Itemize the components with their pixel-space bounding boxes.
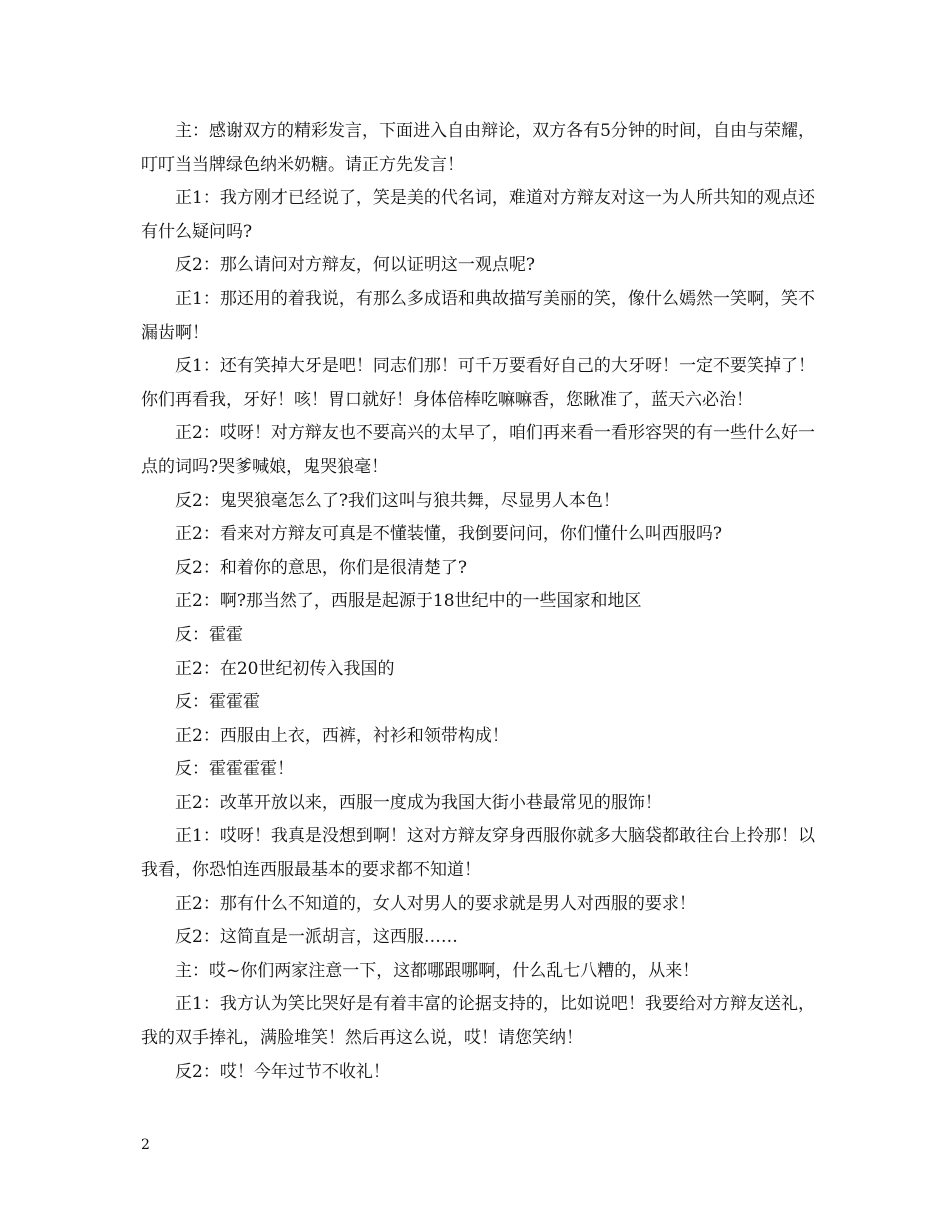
paragraph: 反2：和着你的意思，你们是很清楚了? xyxy=(175,557,467,578)
paragraph: 反2：鬼哭狼毫怎么了?我们这叫与狼共舞，尽显男人本色！ xyxy=(175,490,620,511)
paragraph: 反：霍霍霍霍！ xyxy=(175,759,294,780)
paragraph: 反：霍霍霍 xyxy=(175,692,260,713)
paragraph: 正2：那有什么不知道的，女人对男人的要求就是男人对西服的要求！ xyxy=(175,893,696,914)
paragraph-moderator-intro: 主：感谢双方的精彩发言，下面进入自由辩论，双方各有5分钟的时间，自由与荣耀，叮叮当当牌绿色纳米奶糖。请正方先发言！ xyxy=(141,121,815,175)
paragraph: 正2：在20世纪初传入我国的 xyxy=(175,658,395,679)
paragraph: 正2：改革开放以来，西服一度成为我国大街小巷最常见的服饰！ xyxy=(175,792,662,813)
paragraph: 反2：哎！今年过节不收礼！ xyxy=(175,1061,390,1082)
paragraph: 反：霍霍 xyxy=(175,624,243,645)
paragraph: 正1：我方刚才已经说了，笑是美的代名词，难道对方辩友对这一为人所共知的观点还有什么疑问吗? xyxy=(141,188,815,242)
paragraph: 正2：看来对方辩友可真是不懂装懂，我倒要问问，你们懂什么叫西服吗? xyxy=(175,524,722,545)
paragraph: 正1：我方认为笑比哭好是有着丰富的论据支持的，比如说吧！我要给对方辩友送礼，我的双手捧礼，满脸堆笑！然后再这么说，哎！请您笑纳！ xyxy=(141,994,815,1049)
paragraph: 正2：哎呀！对方辩友也不要高兴的太早了，咱们再来看一看形容哭的有一些什么好一点的词吗?哭爹喊娘，鬼哭狼毫！ xyxy=(141,423,815,477)
debate-transcript xyxy=(141,115,815,1089)
paragraph: 正2：西服由上衣，西裤，衬衫和领带构成！ xyxy=(175,725,509,746)
paragraph: 正2：啊?那当然了，西服是起源于18世纪中的一些国家和地区 xyxy=(175,591,642,612)
paragraph: 正1：哎呀！我真是没想到啊！这对方辩友穿身西服你就多大脑袋都敢往台上拎那！以我看，你恐怕连西服最基本的要求都不知道！ xyxy=(141,826,815,881)
paragraph-moderator: 主：哎~你们两家注意一下，这都哪跟哪啊，什么乱七八糟的，从来！ xyxy=(175,960,700,981)
paragraph: 反1：还有笑掉大牙是吧！同志们那！可千万要看好自己的大牙呀！一定不要笑掉了！你们再看我，牙好！咳！胃口就好！身体倍棒吃嘛嘛香，您瞅准了，蓝天六必治！ xyxy=(141,356,815,410)
paragraph: 反2：这简直是一派胡言，这西服…… xyxy=(175,927,458,948)
paragraph: 反2：那么请问对方辩友，何以证明这一观点呢? xyxy=(175,255,535,276)
page-number: 2 xyxy=(141,1137,150,1153)
paragraph: 正1：那还用的着我说，有那么多成语和典故描写美丽的笑，像什么嫣然一笑啊，笑不漏齿啊！ xyxy=(141,288,815,343)
